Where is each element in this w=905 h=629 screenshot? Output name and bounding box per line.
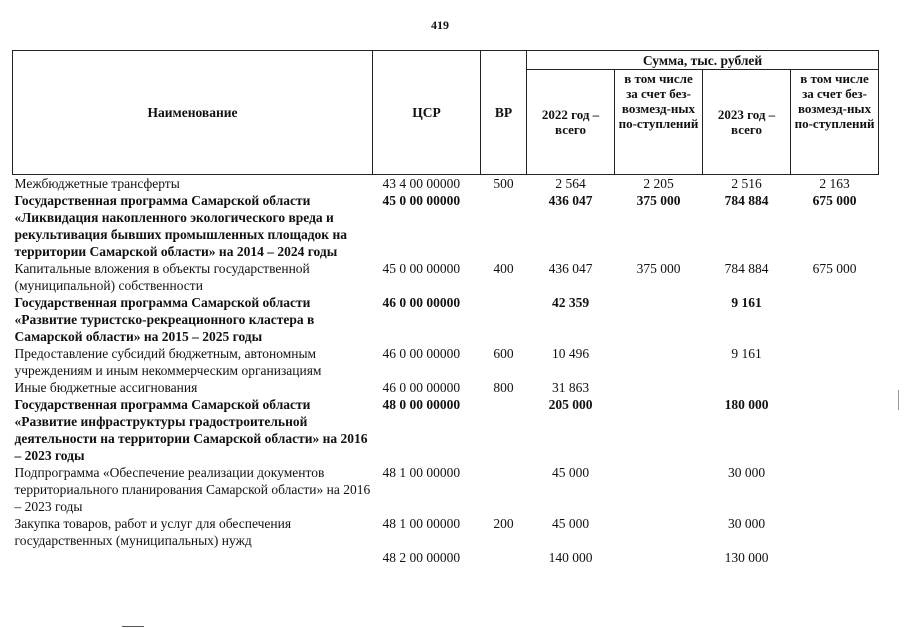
row-name: Предоставление субсидий бюджетным, автономным учреждениям и иным некоммерческим организациям (14, 346, 322, 378)
row-csr: 48 1 00 00000 (382, 516, 461, 531)
header-vr: ВР (481, 51, 527, 175)
table-row (13, 260, 879, 294)
row-name: Закупка товаров, работ и услуг для обеспечения государственных (муниципальных) нужд (14, 516, 292, 548)
row-vr (481, 192, 527, 260)
row-vr: 600 (493, 346, 514, 361)
row-csr: 48 2 00 00000 (382, 550, 461, 565)
row-2023-free (791, 294, 879, 345)
row-2022-free (615, 549, 703, 566)
table-row (13, 464, 879, 515)
row-2023-total: 30 000 (727, 516, 766, 531)
row-2022-total: 45 000 (551, 465, 590, 480)
row-name: Подпрограмма «Обеспечение реализации документов территориального планирования Самарской области» на 2016 – 2023 годы (14, 465, 371, 514)
table-row (13, 515, 879, 549)
row-vr (481, 549, 527, 566)
row-2023-free (791, 396, 879, 464)
row-2022-total: 205 000 (548, 397, 593, 412)
row-name: Государственная программа Самарской области «Развитие туристско-рекреационного кластера в Самарской области» на 2015 – 2025 годы (14, 295, 315, 344)
row-2022-free (615, 345, 703, 379)
row-2022-free: 2 205 (643, 176, 674, 191)
table-body (13, 175, 879, 567)
row-name: Государственная программа Самарской области «Развитие инфраструктуры градостроительной деятельности на территории Самарской области» на 2016 – 2023 годы (14, 397, 368, 463)
table-row (13, 379, 879, 396)
row-2023-total: 9 161 (731, 346, 762, 361)
row-vr: 800 (493, 380, 514, 395)
row-name: Межбюджетные трансферты (14, 176, 180, 191)
row-2023-free: 675 000 (812, 261, 857, 276)
table-row (13, 396, 879, 464)
row-name: Иные бюджетные ассигнования (14, 380, 198, 395)
row-2022-total: 436 047 (548, 193, 593, 208)
page-number: 419 (431, 18, 449, 32)
row-2023-total: 784 884 (724, 193, 769, 208)
row-csr: 43 4 00 00000 (382, 176, 461, 191)
row-2023-total: 2 516 (731, 176, 762, 191)
row-2022-free (615, 396, 703, 464)
row-2023-free (791, 515, 879, 549)
header-2023-free: в том числе за счет без-возмезд-ных по-ступлений (791, 70, 879, 175)
row-name: Капитальные вложения в объекты государственной (муниципальной) собственности (14, 261, 310, 293)
row-csr: 45 0 00 00000 (382, 193, 461, 208)
table-row (13, 294, 879, 345)
header-sum-group: Сумма, тыс. рублей (527, 51, 879, 70)
row-name: Государственная программа Самарской области «Ликвидация накопленного экологического вреда и рекультивация бывших промышленных площадок на территории Самарской области» на 2014 – 2024 годы (14, 193, 347, 259)
row-2023-total: 180 000 (724, 397, 769, 412)
row-2023-total (703, 379, 791, 396)
row-2023-free (791, 379, 879, 396)
row-2023-total: 130 000 (724, 550, 769, 565)
row-2022-free (615, 379, 703, 396)
row-csr: 45 0 00 00000 (382, 261, 461, 276)
row-2022-free: 375 000 (636, 193, 681, 208)
header-name: Наименование (13, 51, 373, 175)
row-csr: 48 0 00 00000 (382, 397, 461, 412)
row-2022-total: 10 496 (551, 346, 590, 361)
row-2023-free (791, 345, 879, 379)
row-csr: 46 0 00 00000 (382, 295, 461, 310)
row-2022-free (615, 464, 703, 515)
row-name (13, 549, 373, 566)
row-2022-free: 375 000 (636, 261, 681, 276)
row-vr: 200 (493, 516, 514, 531)
row-2022-total: 45 000 (551, 516, 590, 531)
row-2022-total: 436 047 (548, 261, 593, 276)
row-2023-free (791, 464, 879, 515)
table-row (13, 175, 879, 193)
row-2022-free (615, 515, 703, 549)
header-2022-total: 2022 год – всего (527, 70, 615, 175)
row-csr: 48 1 00 00000 (382, 465, 461, 480)
budget-table (12, 50, 879, 566)
scan-artifact-line (122, 626, 144, 627)
header-2023-total: 2023 год – всего (703, 70, 791, 175)
table-row (13, 192, 879, 260)
row-vr (481, 294, 527, 345)
row-csr: 46 0 00 00000 (382, 380, 461, 395)
header-2022-free: в том числе за счет без-возмезд-ных по-ступлений (615, 70, 703, 175)
row-2023-total: 9 161 (731, 295, 762, 310)
row-2023-total: 784 884 (724, 261, 769, 276)
row-2022-total: 140 000 (548, 550, 593, 565)
row-vr: 400 (493, 261, 514, 276)
row-vr: 500 (493, 176, 514, 191)
row-2022-total: 31 863 (551, 380, 590, 395)
table-row (13, 549, 879, 566)
table-header (13, 51, 879, 175)
row-2023-total: 30 000 (727, 465, 766, 480)
row-2022-total: 42 359 (551, 295, 590, 310)
row-2022-total: 2 564 (555, 176, 586, 191)
header-csr: ЦСР (373, 51, 481, 175)
row-2023-free: 675 000 (812, 193, 857, 208)
row-2023-free (791, 549, 879, 566)
row-vr (481, 464, 527, 515)
row-vr (481, 396, 527, 464)
row-2022-free (615, 294, 703, 345)
scan-edge-mark (898, 390, 899, 410)
table-row (13, 345, 879, 379)
row-csr: 46 0 00 00000 (382, 346, 461, 361)
row-2023-free: 2 163 (819, 176, 850, 191)
